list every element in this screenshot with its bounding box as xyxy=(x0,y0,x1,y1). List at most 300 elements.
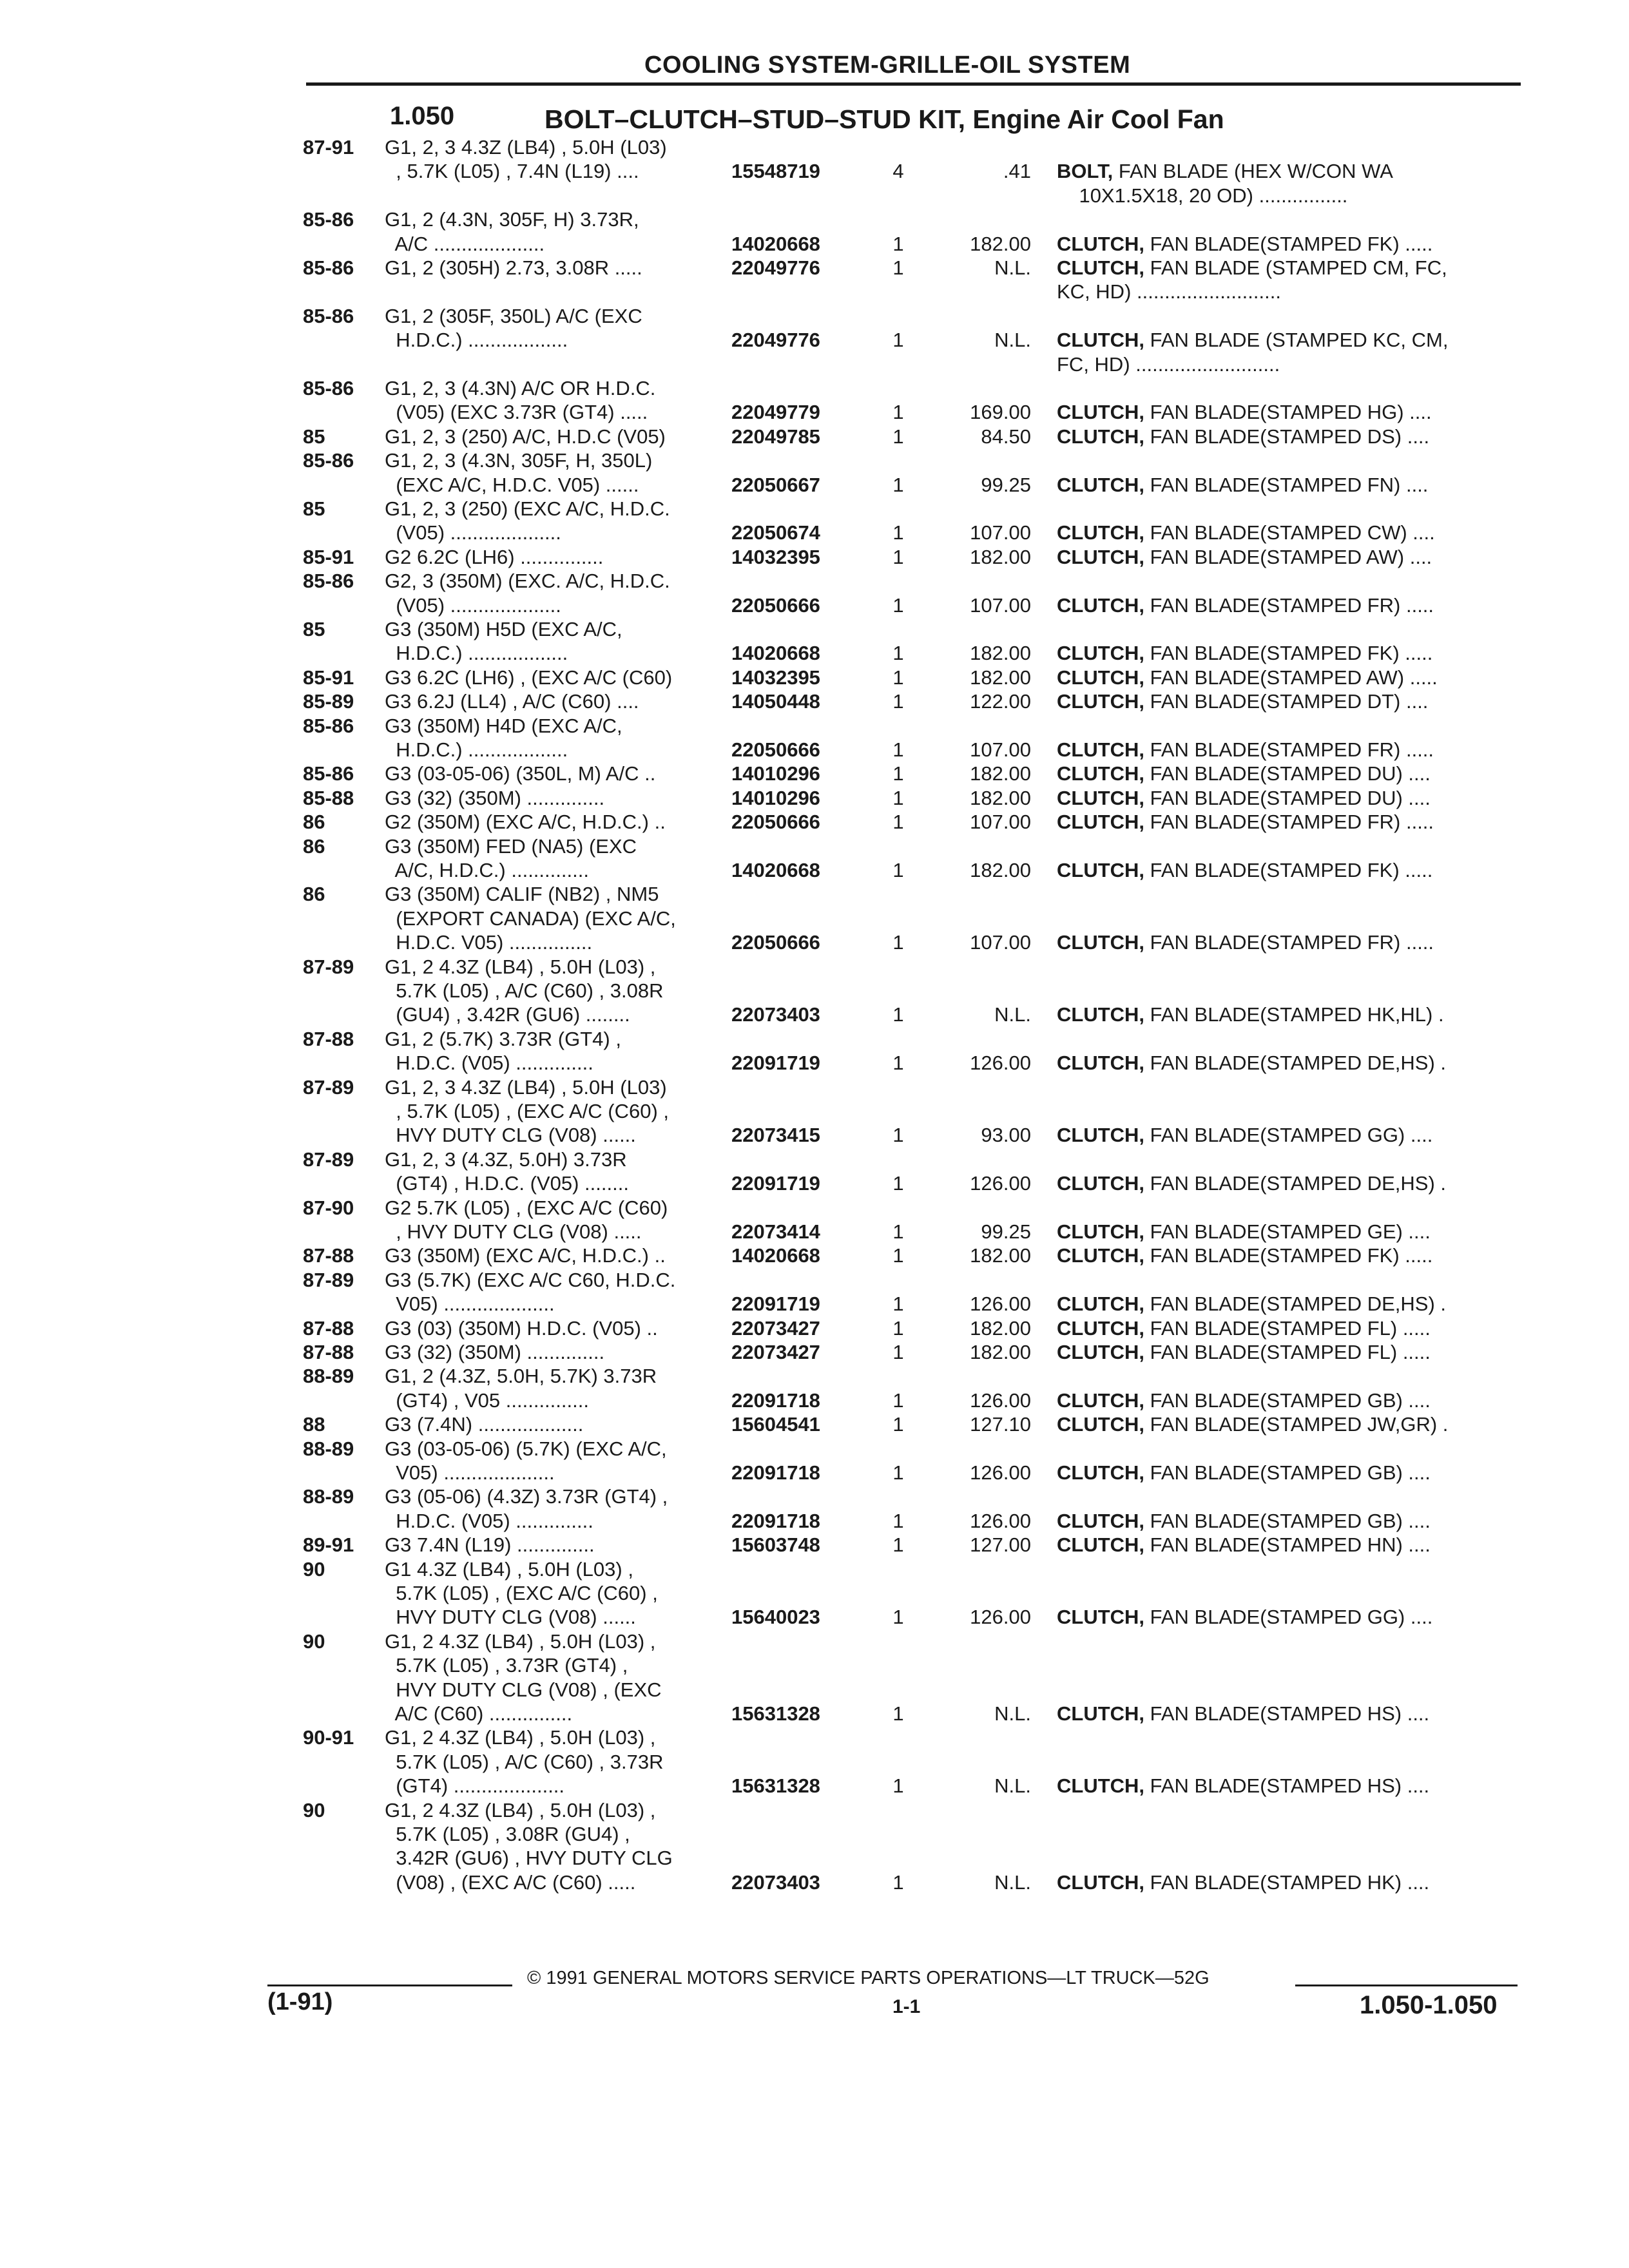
part-number: 14020668 xyxy=(731,233,820,255)
model-year: 87-89 xyxy=(303,1269,354,1291)
model-year xyxy=(303,521,380,545)
quantity: 1 xyxy=(892,1871,904,1894)
part-name: CLUTCH, xyxy=(1057,642,1145,664)
application: H.D.C. (V05) .............. xyxy=(385,1510,593,1532)
price xyxy=(928,1027,1031,1052)
description xyxy=(1057,1364,1534,1389)
part-name: CLUTCH, xyxy=(1057,666,1145,689)
application: 5.7K (L05) , 3.73R (GT4) , xyxy=(385,1654,628,1677)
application: G3 (350M) (EXC A/C, H.D.C.) .. xyxy=(385,1244,666,1267)
part-number: 22091718 xyxy=(731,1461,820,1484)
application: (GT4) , V05 ............... xyxy=(385,1389,589,1412)
application xyxy=(385,352,723,377)
quantity xyxy=(885,135,911,160)
application: G1, 2 4.3Z (LB4) , 5.0H (L03) , xyxy=(385,1799,656,1821)
part-number xyxy=(731,1653,867,1678)
model-year: 90 xyxy=(303,1558,325,1581)
part-number: 22091718 xyxy=(731,1510,820,1532)
model-year: 90-91 xyxy=(303,1726,354,1749)
description xyxy=(1057,1678,1534,1702)
part-name: CLUTCH, xyxy=(1057,1389,1145,1412)
model-year xyxy=(303,159,380,184)
quantity xyxy=(885,304,911,329)
part-number: 22049779 xyxy=(731,401,820,423)
quantity: 1 xyxy=(892,1461,904,1484)
application: (V05) (EXC 3.73R (GT4) ..... xyxy=(385,401,648,423)
quantity xyxy=(885,497,911,521)
part-name: CLUTCH, xyxy=(1057,1244,1145,1267)
description xyxy=(1057,1075,1534,1100)
description: CLUTCH, FAN BLADE(STAMPED DE,HS) . xyxy=(1057,1052,1446,1074)
application: HVY DUTY CLG (V08) , (EXC xyxy=(385,1678,662,1701)
footer-section-range: 1.050-1.050 xyxy=(1360,1991,1498,2019)
application: G3 (350M) CALIF (NB2) , NM5 xyxy=(385,883,659,905)
application: (EXPORT CANADA) (EXC A/C, xyxy=(385,907,676,930)
footer-rule-right xyxy=(1295,1984,1518,1986)
part-number xyxy=(731,1485,867,1509)
quantity xyxy=(885,714,911,738)
price xyxy=(928,1629,1031,1654)
part-number xyxy=(731,955,867,979)
description: CLUTCH, FAN BLADE(STAMPED HS) .... xyxy=(1057,1774,1430,1797)
price xyxy=(928,1557,1031,1582)
price xyxy=(928,207,1031,232)
application: G2 (350M) (EXC A/C, H.D.C.) .. xyxy=(385,811,666,833)
quantity: 4 xyxy=(892,160,904,182)
price xyxy=(928,135,1031,160)
price xyxy=(928,955,1031,979)
model-year xyxy=(303,1292,380,1316)
application: G3 (03) (350M) H.D.C. (V05) .. xyxy=(385,1317,658,1340)
application: (V05) .................... xyxy=(385,521,561,544)
model-year: 87-89 xyxy=(303,1076,354,1099)
part-number: 14032395 xyxy=(731,666,820,689)
application: G2 5.7K (L05) , (EXC A/C (C60) xyxy=(385,1196,668,1219)
part-name: CLUTCH, xyxy=(1057,1124,1145,1146)
footer-rule-left xyxy=(267,1984,512,1986)
part-name: CLUTCH, xyxy=(1057,401,1145,423)
description: CLUTCH, FAN BLADE(STAMPED HK,HL) . xyxy=(1057,1003,1444,1026)
price xyxy=(928,1725,1031,1750)
part-name: CLUTCH, xyxy=(1057,1220,1145,1243)
price xyxy=(928,1268,1031,1293)
price: 182.00 xyxy=(970,233,1031,255)
model-year: 87-89 xyxy=(303,956,354,978)
description xyxy=(1057,1653,1534,1678)
quantity xyxy=(885,1437,911,1461)
price xyxy=(928,1485,1031,1509)
quantity: 1 xyxy=(892,1244,904,1267)
model-year xyxy=(303,593,380,618)
application: G1, 2 (4.3Z, 5.0H, 5.7K) 3.73R xyxy=(385,1365,657,1387)
description: CLUTCH, FAN BLADE(STAMPED AW) .... xyxy=(1057,546,1432,568)
part-name: CLUTCH, xyxy=(1057,233,1145,255)
quantity xyxy=(885,1364,911,1389)
quantity: 1 xyxy=(892,474,904,496)
part-number xyxy=(731,1750,867,1774)
model-year xyxy=(303,1653,380,1678)
description: CLUTCH, FAN BLADE(STAMPED FR) ..... xyxy=(1057,594,1434,617)
description xyxy=(1057,376,1534,401)
price: 182.00 xyxy=(970,1317,1031,1340)
part-number: 22050667 xyxy=(731,474,820,496)
application: 3.42R (GU6) , HVY DUTY CLG xyxy=(385,1847,673,1869)
part-number: 15640023 xyxy=(731,1606,820,1628)
description: CLUTCH, FAN BLADE(STAMPED DU) .... xyxy=(1057,762,1431,785)
application: G3 (350M) H4D (EXC A/C, xyxy=(385,715,622,737)
price xyxy=(928,569,1031,593)
application: A/C (C60) ............... xyxy=(385,1702,573,1725)
model-year xyxy=(303,1605,380,1629)
price: 107.00 xyxy=(970,594,1031,617)
part-number: 15548719 xyxy=(731,160,820,182)
part-number: 15631328 xyxy=(731,1702,820,1725)
application xyxy=(385,280,723,304)
description: CLUTCH, FAN BLADE(STAMPED FR) ..... xyxy=(1057,931,1434,954)
application: G1, 2 4.3Z (LB4) , 5.0H (L03) , xyxy=(385,956,656,978)
quantity xyxy=(885,1653,911,1678)
description xyxy=(1057,1196,1534,1220)
quantity: 1 xyxy=(892,1389,904,1412)
description: CLUTCH, FAN BLADE(STAMPED AW) ..... xyxy=(1057,666,1438,689)
price: 107.00 xyxy=(970,521,1031,544)
part-number xyxy=(731,376,867,401)
part-number: 15604541 xyxy=(731,1413,820,1436)
quantity xyxy=(885,184,911,208)
price: 182.00 xyxy=(970,859,1031,881)
part-number: 22091719 xyxy=(731,1052,820,1074)
part-number xyxy=(731,979,867,1003)
quantity: 1 xyxy=(892,1413,904,1436)
price: N.L. xyxy=(994,1702,1031,1725)
price: 126.00 xyxy=(970,1510,1031,1532)
quantity: 1 xyxy=(892,811,904,833)
price: 182.00 xyxy=(970,666,1031,689)
description xyxy=(1057,955,1534,979)
application: HVY DUTY CLG (V08) ...... xyxy=(385,1124,636,1146)
part-number xyxy=(731,1798,867,1823)
model-year xyxy=(303,1461,380,1485)
description xyxy=(1057,1846,1534,1870)
part-name: CLUTCH, xyxy=(1057,1510,1145,1532)
model-year: 85-86 xyxy=(303,715,354,737)
part-number xyxy=(731,135,867,160)
application: , HVY DUTY CLG (V08) ..... xyxy=(385,1220,642,1243)
model-year: 85-86 xyxy=(303,208,354,231)
price: 182.00 xyxy=(970,762,1031,785)
quantity: 1 xyxy=(892,762,904,785)
model-year: 90 xyxy=(303,1799,325,1821)
part-name: CLUTCH, xyxy=(1057,546,1145,568)
part-number: 22050666 xyxy=(731,931,820,954)
application: (GT4) .................... xyxy=(385,1774,565,1797)
model-year: 86 xyxy=(303,811,325,833)
application: G1, 2, 3 4.3Z (LB4) , 5.0H (L03) xyxy=(385,1076,667,1099)
price: N.L. xyxy=(994,329,1031,351)
part-number: 14020668 xyxy=(731,1244,820,1267)
part-number xyxy=(731,280,867,304)
description: CLUTCH, FAN BLADE(STAMPED DS) .... xyxy=(1057,425,1430,448)
description xyxy=(1057,1557,1534,1582)
quantity: 1 xyxy=(892,931,904,954)
description xyxy=(1057,1581,1534,1606)
application: G3 (32) (350M) .............. xyxy=(385,787,605,809)
price: 93.00 xyxy=(981,1124,1031,1146)
quantity: 1 xyxy=(892,1052,904,1074)
part-number: 22091719 xyxy=(731,1172,820,1195)
model-year xyxy=(303,1171,380,1196)
application: G3 (5.7K) (EXC A/C C60, H.D.C. xyxy=(385,1269,676,1291)
quantity xyxy=(885,1148,911,1172)
description xyxy=(1057,1099,1534,1124)
price xyxy=(928,1075,1031,1100)
header-rule xyxy=(306,82,1521,86)
application: G1 4.3Z (LB4) , 5.0H (L03) , xyxy=(385,1558,633,1581)
quantity: 1 xyxy=(892,401,904,423)
description xyxy=(1057,979,1534,1003)
application: G1, 2, 3 (250) A/C, H.D.C (V05) xyxy=(385,425,666,448)
description: CLUTCH, FAN BLADE(STAMPED HK) .... xyxy=(1057,1871,1430,1894)
quantity: 1 xyxy=(892,666,904,689)
description: CLUTCH, FAN BLADE(STAMPED DE,HS) . xyxy=(1057,1293,1446,1315)
price: .41 xyxy=(1003,160,1031,182)
part-name: CLUTCH, xyxy=(1057,1172,1145,1195)
part-name: CLUTCH, xyxy=(1057,594,1145,617)
price: N.L. xyxy=(994,1774,1031,1797)
application: G1, 2, 3 4.3Z (LB4) , 5.0H (L03) xyxy=(385,136,667,159)
model-year xyxy=(303,858,380,883)
model-year xyxy=(303,184,380,208)
price: 182.00 xyxy=(970,787,1031,809)
price: 84.50 xyxy=(981,425,1031,448)
application: (V05) .................... xyxy=(385,594,561,617)
part-number xyxy=(731,1822,867,1847)
model-year: 86 xyxy=(303,883,325,905)
quantity: 1 xyxy=(892,1533,904,1556)
part-name: CLUTCH, xyxy=(1057,256,1145,279)
part-name: CLUTCH, xyxy=(1057,521,1145,544)
quantity: 1 xyxy=(892,1606,904,1628)
application: HVY DUTY CLG (V08) ...... xyxy=(385,1606,636,1628)
price: 126.00 xyxy=(970,1389,1031,1412)
price xyxy=(928,617,1031,642)
quantity xyxy=(885,448,911,473)
quantity: 1 xyxy=(892,787,904,809)
model-year xyxy=(303,328,380,352)
model-year: 89-91 xyxy=(303,1533,354,1556)
part-number xyxy=(731,1678,867,1702)
description: CLUTCH, FAN BLADE(STAMPED FK) ..... xyxy=(1057,1244,1433,1267)
quantity xyxy=(885,1099,911,1124)
application: 5.7K (L05) , A/C (C60) , 3.73R xyxy=(385,1751,664,1773)
part-name: CLUTCH, xyxy=(1057,1052,1145,1074)
model-year: 86 xyxy=(303,835,325,858)
part-name: BOLT, xyxy=(1057,160,1113,182)
application: G1, 2 (305H) 2.73, 3.08R ..... xyxy=(385,256,642,279)
quantity: 1 xyxy=(892,1774,904,1797)
application: G2, 3 (350M) (EXC. A/C, H.D.C. xyxy=(385,570,670,592)
quantity xyxy=(885,569,911,593)
price: 182.00 xyxy=(970,642,1031,664)
quantity xyxy=(885,979,911,1003)
part-number: 22049776 xyxy=(731,329,820,351)
application: G1, 2 4.3Z (LB4) , 5.0H (L03) , xyxy=(385,1726,656,1749)
part-name: CLUTCH, xyxy=(1057,690,1145,713)
part-name: CLUTCH, xyxy=(1057,859,1145,881)
part-number: 22073403 xyxy=(731,1871,820,1894)
application: G1, 2 4.3Z (LB4) , 5.0H (L03) , xyxy=(385,1630,656,1653)
model-year xyxy=(303,473,380,497)
price: N.L. xyxy=(994,1871,1031,1894)
price: 182.00 xyxy=(970,1341,1031,1363)
part-name: CLUTCH, xyxy=(1057,1293,1145,1315)
description xyxy=(1057,135,1534,160)
quantity xyxy=(885,1678,911,1702)
part-number: 22073414 xyxy=(731,1220,820,1243)
price: 126.00 xyxy=(970,1461,1031,1484)
application: H.D.C. V05) ............... xyxy=(385,931,593,954)
model-year: 85 xyxy=(303,497,325,520)
part-number: 22073403 xyxy=(731,1003,820,1026)
model-year xyxy=(303,232,380,256)
price xyxy=(928,304,1031,329)
part-number: 22073415 xyxy=(731,1124,820,1146)
part-number: 14050448 xyxy=(731,690,820,713)
model-year xyxy=(303,1702,380,1726)
description xyxy=(1057,1629,1534,1654)
price xyxy=(928,907,1031,931)
model-year: 85-86 xyxy=(303,762,354,785)
model-year: 87-88 xyxy=(303,1028,354,1050)
price: 126.00 xyxy=(970,1606,1031,1628)
part-name: CLUTCH, xyxy=(1057,1533,1145,1556)
part-number: 14010296 xyxy=(731,787,820,809)
price xyxy=(928,1653,1031,1678)
price xyxy=(928,1581,1031,1606)
model-year xyxy=(303,738,380,762)
price: 127.00 xyxy=(970,1533,1031,1556)
model-year: 88-89 xyxy=(303,1485,354,1508)
part-number xyxy=(731,1268,867,1293)
part-number xyxy=(731,1581,867,1606)
part-number: 22073427 xyxy=(731,1341,820,1363)
part-number: 22091719 xyxy=(731,1293,820,1315)
model-year xyxy=(303,1774,380,1798)
description: CLUTCH, FAN BLADE(STAMPED HS) .... xyxy=(1057,1702,1430,1725)
price: 99.25 xyxy=(981,474,1031,496)
price xyxy=(928,352,1031,377)
part-number: 14032395 xyxy=(731,546,820,568)
model-year: 85-88 xyxy=(303,787,354,809)
description: CLUTCH, FAN BLADE(STAMPED FK) ..... xyxy=(1057,859,1433,881)
price xyxy=(928,448,1031,473)
part-number: 15603748 xyxy=(731,1533,820,1556)
description xyxy=(1057,1725,1534,1750)
part-number xyxy=(731,907,867,931)
quantity: 1 xyxy=(892,425,904,448)
model-year xyxy=(303,1389,380,1413)
price xyxy=(928,1846,1031,1870)
part-number xyxy=(731,1196,867,1220)
description: CLUTCH, FAN BLADE (STAMPED KC, CM, xyxy=(1057,329,1449,351)
price xyxy=(928,497,1031,521)
part-number xyxy=(731,1629,867,1654)
part-number: 22050666 xyxy=(731,594,820,617)
application: G3 (05-06) (4.3Z) 3.73R (GT4) , xyxy=(385,1485,668,1508)
quantity: 1 xyxy=(892,546,904,568)
description xyxy=(1057,1148,1534,1172)
model-year: 87-88 xyxy=(303,1341,354,1363)
quantity xyxy=(885,280,911,304)
quantity xyxy=(885,834,911,859)
application: H.D.C.) .................. xyxy=(385,738,568,761)
part-number: 14010296 xyxy=(731,762,820,785)
model-year: 87-88 xyxy=(303,1317,354,1340)
application: H.D.C. (V05) .............. xyxy=(385,1052,593,1074)
application: G3 (03-05-06) (5.7K) (EXC A/C, xyxy=(385,1437,667,1460)
part-number xyxy=(731,1846,867,1870)
application: G1, 2 (305F, 350L) A/C (EXC xyxy=(385,305,642,327)
part-number xyxy=(731,1027,867,1052)
part-number xyxy=(731,1557,867,1582)
model-year: 85-86 xyxy=(303,305,354,327)
model-year xyxy=(303,1003,380,1027)
application: (V08) , (EXC A/C (C60) ..... xyxy=(385,1871,636,1894)
part-number xyxy=(731,448,867,473)
model-year xyxy=(303,1581,380,1606)
description: CLUTCH, FAN BLADE(STAMPED GE) .... xyxy=(1057,1220,1431,1243)
description: CLUTCH, FAN BLADE(STAMPED DE,HS) . xyxy=(1057,1172,1446,1195)
model-year xyxy=(303,1220,380,1244)
price: 107.00 xyxy=(970,811,1031,833)
model-year: 87-89 xyxy=(303,1148,354,1171)
price xyxy=(928,1678,1031,1702)
application: G1, 2, 3 (250) (EXC A/C, H.D.C. xyxy=(385,497,670,520)
part-name: CLUTCH, xyxy=(1057,811,1145,833)
quantity: 1 xyxy=(892,1510,904,1532)
model-year xyxy=(303,979,380,1003)
price xyxy=(928,1196,1031,1220)
model-year xyxy=(303,1051,380,1075)
application: G1, 2, 3 (4.3N, 305F, H, 350L) xyxy=(385,449,653,472)
description xyxy=(1057,1750,1534,1774)
part-number: 22050666 xyxy=(731,811,820,833)
model-year xyxy=(303,1509,380,1533)
description xyxy=(1057,1798,1534,1823)
application: G3 (350M) FED (NA5) (EXC xyxy=(385,835,637,858)
price: 126.00 xyxy=(970,1172,1031,1195)
part-name: CLUTCH, xyxy=(1057,1341,1145,1363)
quantity: 1 xyxy=(892,859,904,881)
part-number xyxy=(731,207,867,232)
model-year xyxy=(303,400,380,425)
application: A/C .................... xyxy=(385,233,545,255)
price: 126.00 xyxy=(970,1052,1031,1074)
model-year: 87-91 xyxy=(303,136,354,159)
page-header-title: COOLING SYSTEM-GRILLE-OIL SYSTEM xyxy=(644,52,1131,79)
application: 5.7K (L05) , 3.08R (GU4) , xyxy=(385,1823,630,1845)
part-number: 14020668 xyxy=(731,859,820,881)
part-name: CLUTCH, xyxy=(1057,329,1145,351)
model-year xyxy=(303,1678,380,1702)
application: (GU4) , 3.42R (GU6) ........ xyxy=(385,1003,630,1026)
application: V05) .................... xyxy=(385,1461,555,1484)
quantity: 1 xyxy=(892,642,904,664)
application: G3 (7.4N) ................... xyxy=(385,1413,584,1436)
model-year xyxy=(303,930,380,955)
application: G1, 2 (5.7K) 3.73R (GT4) , xyxy=(385,1028,621,1050)
description: CLUTCH, FAN BLADE(STAMPED FR) ..... xyxy=(1057,738,1434,761)
